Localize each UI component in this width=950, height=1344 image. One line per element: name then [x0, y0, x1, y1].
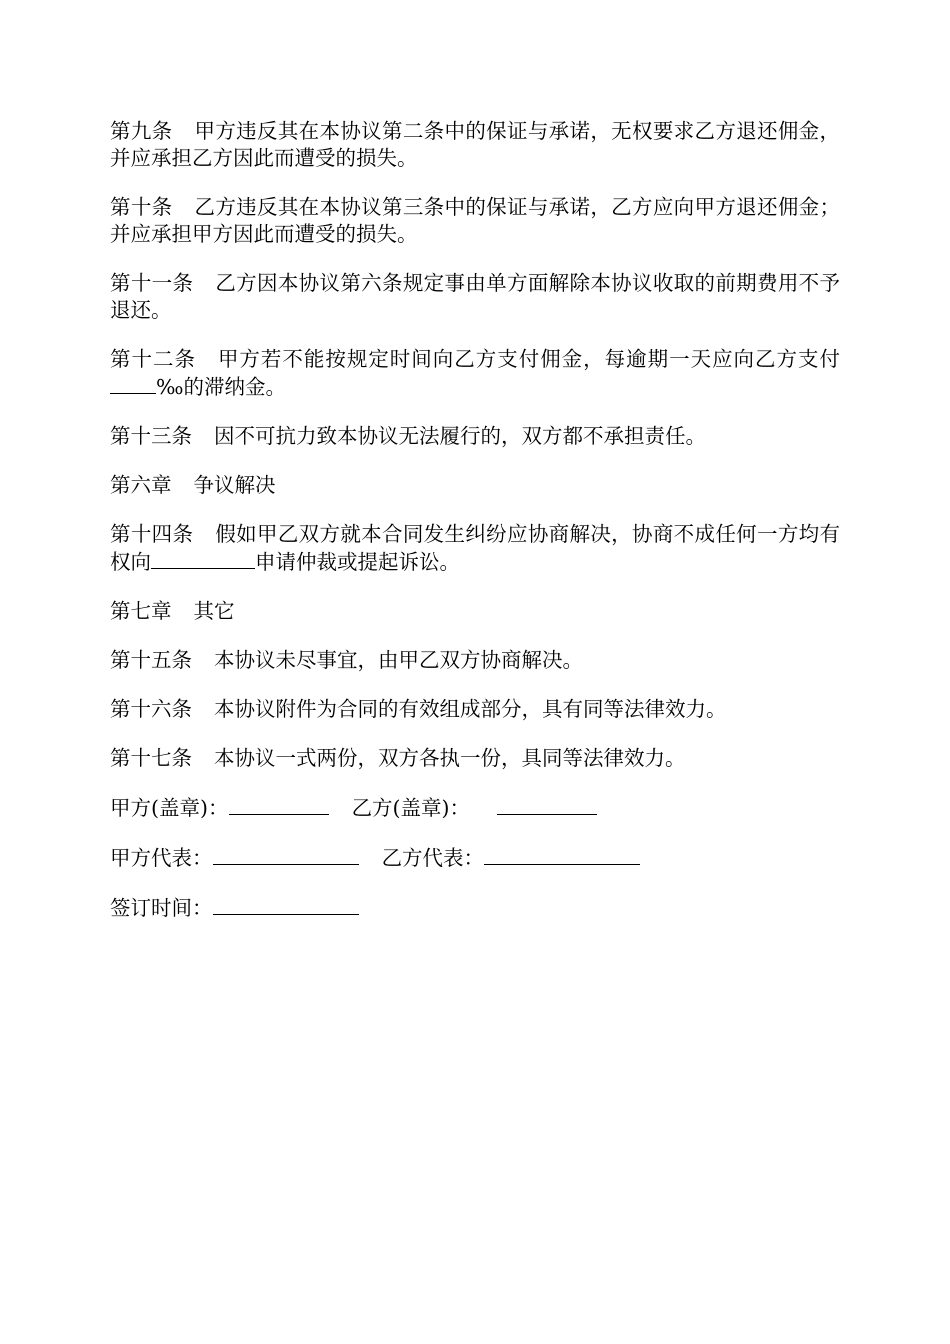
chapter-number: 第七章 [110, 599, 172, 623]
article-text: 本协议一式两份，双方各执一份，具同等法律效力。 [214, 746, 686, 770]
article-text: 本协议未尽事宜，由甲乙双方协商解决。 [214, 648, 583, 672]
late-fee-rate-blank[interactable] [110, 373, 156, 394]
party-b-seal-blank[interactable] [497, 794, 597, 815]
article-9 [110, 118, 840, 172]
article-17 [110, 745, 840, 772]
article-number: 第十五条 [110, 648, 192, 672]
party-b-rep-blank[interactable] [484, 844, 640, 865]
article-15 [110, 647, 840, 674]
article-number: 第十一条 [110, 271, 194, 295]
article-text: 乙方违反其在本协议第三条中的保证与承诺，乙方应向甲方退还佣金；并应承担甲方因此而遭受的损失。 [110, 195, 840, 246]
party-a-seal-label: 甲方(盖章)： [110, 796, 229, 820]
article-number: 第十六条 [110, 697, 192, 721]
chapter-title: 其它 [193, 599, 235, 623]
article-10 [110, 194, 840, 248]
article-number: 第十二条 [110, 347, 196, 371]
chapter-title: 争议解决 [193, 473, 276, 497]
article-text: 甲方违反其在本协议第二条中的保证与承诺，无权要求乙方退还佣金，并应承担乙方因此而遭受的损失。 [110, 119, 840, 170]
article-text: 假如甲乙双方就本合同发生纠纷应协商解决，协商不成任何一方均有权向 [110, 522, 841, 574]
sign-date-label: 签订时间： [110, 896, 213, 920]
article-14 [110, 521, 840, 576]
chapter-number: 第六章 [110, 473, 172, 497]
party-a-rep-label: 甲方代表： [110, 846, 213, 870]
article-13 [110, 423, 840, 450]
seal-row [110, 794, 840, 822]
article-text: 乙方因本协议第六条规定事由单方面解除本协议收取的前期费用不予退还。 [110, 271, 841, 322]
article-text-tail: 申请仲裁或提起诉讼。 [255, 550, 460, 574]
article-11 [110, 270, 840, 324]
article-16 [110, 696, 840, 723]
sign-date-blank[interactable] [213, 894, 359, 915]
party-a-rep-blank[interactable] [213, 844, 359, 865]
document-page [110, 118, 840, 944]
party-a-seal-blank[interactable] [229, 794, 329, 815]
article-12 [110, 346, 840, 401]
representative-row [110, 844, 840, 872]
article-number: 第九条 [110, 119, 173, 143]
chapter-7-heading [110, 598, 840, 625]
article-text-tail: ‰的滞纳金。 [156, 375, 287, 399]
article-text: 本协议附件为合同的有效组成部分，具有同等法律效力。 [214, 697, 727, 721]
sign-date-row [110, 894, 840, 922]
article-number: 第十七条 [110, 746, 192, 770]
article-text: 甲方若不能按规定时间向乙方支付佣金，每逾期一天应向乙方支付 [217, 347, 840, 371]
article-text: 因不可抗力致本协议无法履行的，双方都不承担责任。 [214, 424, 706, 448]
chapter-6-heading [110, 472, 840, 499]
party-b-seal-label: 乙方(盖章)： [351, 796, 471, 820]
party-b-rep-label: 乙方代表： [381, 846, 485, 870]
article-number: 第十条 [110, 195, 173, 219]
article-number: 第十三条 [110, 424, 192, 448]
arbitration-body-blank[interactable] [151, 548, 255, 569]
article-number: 第十四条 [110, 522, 194, 546]
